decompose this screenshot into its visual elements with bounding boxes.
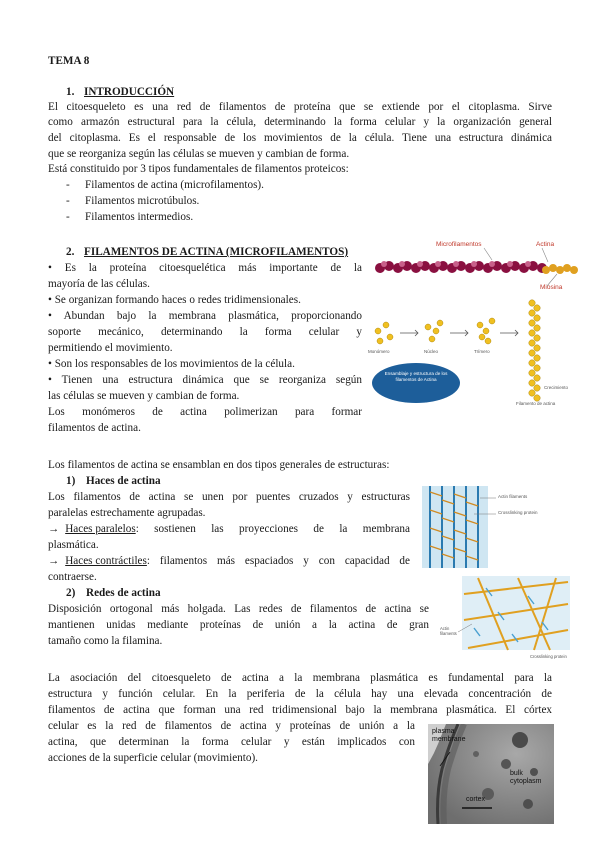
haces-number: 1) (66, 475, 76, 487)
stage-label: Trímero (474, 349, 490, 354)
actin-line: permitiendo el movimiento. (48, 342, 173, 354)
section-2-number: 2. (66, 246, 75, 258)
stage-label: Núcleo (424, 349, 439, 354)
label-membrane: membrane (432, 736, 466, 743)
label-miosina: Miosina (540, 284, 563, 291)
bullet-item: Filamentos de actina (microfilamentos). (85, 179, 264, 191)
section-2-title: FILAMENTOS DE ACTINA (MICROFILAMENTOS) (84, 246, 349, 258)
assembly-oval (372, 363, 460, 403)
label-microfilamentos: Microfilamentos (436, 241, 482, 248)
cortex-line: celular es la red de filamentos de actina y proteínas de unión a la (48, 720, 415, 732)
redes-number: 2) (66, 587, 76, 599)
tema-title: TEMA 8 (48, 55, 90, 67)
contractiles-text: : filamentos más espaciados y con capacidad de (146, 555, 410, 567)
arrow-icon: → (48, 523, 60, 535)
bullet-dash: - (66, 179, 70, 191)
bullet-dash: - (66, 195, 70, 207)
contractiles-term: Haces contráctiles (65, 555, 147, 567)
assembly-oval-text: Ensamblaje y estructura de los filamentos de Actina (384, 371, 448, 382)
actin-line: • Son los responsables de los movimientos de la célula. (48, 358, 295, 370)
haces-line: paralelas estrechamente agrupadas. (48, 507, 206, 519)
actin-line: • Tienen una estructura dinámica que se reorganiza según (48, 374, 362, 386)
intro-line: como armazón estructural para la célula, determinando la forma celular y la organización general (48, 116, 552, 128)
actin-line: • Se organizan formando haces o redes tridimensionales. (48, 294, 301, 306)
bullet-item: Filamentos microtúbulos. (85, 195, 200, 207)
actin-line: mayoría de las células. (48, 278, 150, 290)
section-1-title: INTRODUCCIÓN (84, 86, 175, 98)
paralelos-line2: plasmática. (48, 539, 99, 551)
label-cytoplasm: cytoplasm (510, 778, 542, 785)
actin-line: • Abundan bajo la membrana plasmática, proporcionando (48, 310, 362, 322)
stage-label: Filamento de actina (516, 401, 556, 406)
cortex-line: acciones de la superficie celular (movimiento). (48, 752, 258, 764)
haces-line: Los filamentos de actina se unen por puentes cruzados y estructuras (48, 491, 410, 503)
paralelos-text: : sostienen las proyecciones de la membrana (135, 523, 410, 535)
label-plasma: plasma (432, 728, 455, 735)
arrow-icon: → (48, 555, 60, 567)
bullet-item: Filamentos intermedios. (85, 211, 194, 223)
cortex-micrograph (428, 724, 554, 824)
cortex-line: La asociación del citoesqueleto de actina a la membrana plasmática es fundamental para la (48, 672, 552, 684)
intro-line: que se reorganiza según las células se mueven y cambian de forma. (48, 148, 350, 160)
actin-line: • Es la proteína citoesquelética más importante de la (48, 262, 362, 274)
contractiles-line (48, 554, 410, 569)
section-1-number: 1. (66, 86, 75, 98)
intro-line: El citoesqueleto es una red de filamentos de proteína que se extiende por el citoplasma. Sirve (48, 101, 552, 113)
stage-label: Crecimiento (544, 385, 569, 390)
actin-bundle-figure (420, 484, 568, 570)
structures-intro: Los filamentos de actina se ensamblan en dos tipos generales de estructuras: (48, 459, 390, 471)
cortex-line: estructura y función celular. En la periferia de la célula hay una elevada concentración de (48, 688, 552, 700)
paralelos-term: Haces paralelos (65, 523, 136, 535)
intro-line: Está constituido por 3 tipos fundamentales de filamentos proteicos: (48, 163, 349, 175)
paralelos-line (48, 522, 410, 537)
redes-heading: Redes de actina (86, 587, 161, 599)
network-label-crosslink: Crosslinking protein (530, 654, 567, 659)
redes-line: Disposición ortogonal más holgada. Las redes de filamentos de actina se (48, 603, 429, 615)
network-label-filaments: Actin filaments (440, 626, 457, 636)
stage-label: Monómero (368, 349, 390, 354)
redes-line: tamaño como la filamina. (48, 635, 163, 647)
cortex-line: actina, que determinan la forma celular y están implicados con (48, 736, 415, 748)
actin-line: filamentos de actina. (48, 422, 141, 434)
intro-line: del citoplasma. Es el responsable de los movimientos de la célula. Tiene una estructura dinámica (48, 132, 552, 144)
actin-line: Los monómeros de actina polimerizan para formar (48, 406, 362, 418)
microfilament-figure (372, 240, 580, 294)
label-bulk: bulk (510, 770, 523, 777)
actin-line: soporte mecánico, determinando la forma celular y (48, 326, 362, 338)
bundle-label-filaments: Actin filaments (498, 494, 528, 499)
label-actina: Actina (536, 241, 555, 248)
redes-line: mantienen unidas mediante proteínas de unión a la actina de gran (48, 619, 429, 631)
actin-line: las células se mueven y cambian de forma. (48, 390, 240, 402)
contractiles-line2: contraerse. (48, 571, 97, 583)
bullet-dash: - (66, 211, 70, 223)
actin-polymerization-figure (366, 295, 582, 413)
bundle-label-crosslink: Crosslinking protein (498, 510, 538, 515)
label-cortex: cortex (466, 796, 486, 803)
cortex-line: filamentos de actina que forman una red tridimensional bajo la membrana plasmática. El córtex (48, 704, 552, 716)
haces-heading: Haces de actina (86, 475, 161, 487)
actin-network-figure (438, 574, 572, 664)
